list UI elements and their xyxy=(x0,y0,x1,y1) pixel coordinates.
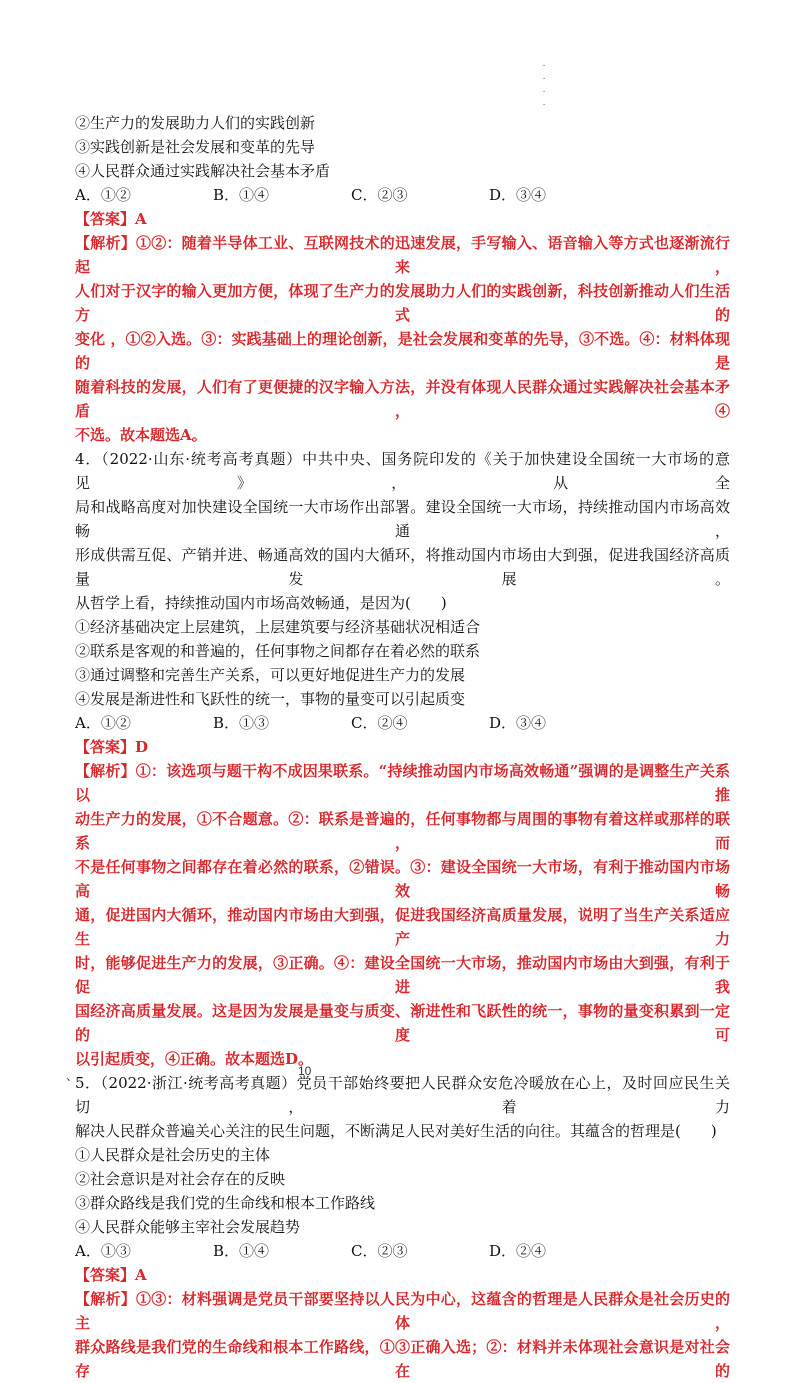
statement: ③实践创新是社会发展和变革的先导 xyxy=(75,138,316,156)
answer: 【答案】A xyxy=(75,1266,147,1284)
analysis-line: 人们对于汉字的输入更加方便，体现了生产力的发展助力人们的实践创新，科技创新推动人们生活方式的 xyxy=(75,282,730,324)
dot: . xyxy=(542,59,546,69)
statement: ③群众路线是我们党的生命线和根本工作路线 xyxy=(75,1194,376,1212)
analysis xyxy=(75,231,730,447)
statement: ②联系是客观的和普遍的，任何事物之间都存在着必然的联系 xyxy=(75,642,481,660)
analysis-line: 【解析】①③：材料强调是党员干部要坚持以人民为中心，这蕴含的哲理是人民群众是社会历史的主体， xyxy=(75,1290,730,1332)
analysis-line: 动生产力的发展，①不合题意。②：联系是普遍的，任何事物都与周围的事物有着这样或那样的联系，而 xyxy=(75,810,730,852)
page-content xyxy=(75,111,730,1383)
option-d: D．②④ xyxy=(489,1242,547,1260)
options-row xyxy=(75,711,730,735)
option-c: C．②③ xyxy=(351,1242,408,1260)
dot: . xyxy=(542,85,546,95)
statement: ④发展是渐进性和飞跃性的统一，事物的量变可以引起质变 xyxy=(75,690,466,708)
analysis-line: 时，能够促进生产力的发展，③正确。④：建设全国统一大市场，推动国内市场由大到强，有利于促进我 xyxy=(75,954,730,996)
statement: ②生产力的发展助力人们的实践创新 xyxy=(75,114,316,132)
analysis-line: 以引起质变，④正确。故本题选D。 xyxy=(75,1050,314,1068)
analysis-line: 变化 ，①②入选。③：实践基础上的理论创新，是社会发展和变革的先导，③不选。④：材料体现的是 xyxy=(75,330,730,372)
analysis-line: 不是任何事物之间都存在着必然的联系，②错误。③：建设全国统一大市场，有利于推动国内市场高效畅 xyxy=(75,858,730,900)
header-dots xyxy=(540,58,548,110)
question-stem: 解决人民群众普遍关心关注的民生问题，不断满足人民对美好生活的向往。其蕴含的哲理是( ) xyxy=(75,1122,717,1140)
analysis-line: 【解析】①②：随着半导体工业、互联网技术的迅速发展，手写输入、语音输入等方式也逐渐流行起来， xyxy=(75,234,730,276)
dot: . xyxy=(542,72,546,82)
option-a: A．①② xyxy=(75,714,131,732)
option-b: B．①④ xyxy=(213,1242,270,1260)
question-stem: 5．（2022·浙江·统考高考真题）党员干部始终要把人民群众安危冷暖放在心上，及时回应民生关切，着力 xyxy=(75,1074,730,1116)
analysis-line: 群众路线是我们党的生命线和根本工作路线，①③正确入选；②：材料并未体现社会意识是对社会存在的 xyxy=(75,1338,730,1380)
option-c: C．②③ xyxy=(351,186,408,204)
statement: ④人民群众通过实践解决社会基本矛盾 xyxy=(75,162,331,180)
options-row xyxy=(75,1239,730,1263)
question-stem: 4．（2022·山东·统考高考真题）中共中央、国务院印发的《关于加快建设全国统一大市场的意见》，从全 xyxy=(75,450,730,492)
analysis-line: 国经济高质量发展。这是因为发展是量变与质变、渐进性和飞跃性的统一，事物的量变积累到一定的度可 xyxy=(75,1002,730,1044)
page-number: 10 xyxy=(298,1064,312,1078)
statement: ②社会意识是对社会存在的反映 xyxy=(75,1170,286,1188)
option-b: B．①③ xyxy=(213,714,270,732)
option-c: C．②④ xyxy=(351,714,408,732)
statement: ①人民群众是社会历史的主体 xyxy=(75,1146,271,1164)
question-4 xyxy=(75,447,730,1071)
option-d: D．③④ xyxy=(489,714,547,732)
analysis-line: 【解析】①：该选项与题干构不成因果联系。“持续推动国内市场高效畅通”强调的是调整生产关系以推 xyxy=(75,762,730,804)
analysis-line: 通，促进国内大循环，推动国内市场由大到强，促进我国经济高质量发展，说明了当生产关系适应生产力 xyxy=(75,906,730,948)
option-a: A．①② xyxy=(75,186,131,204)
footer-mark: 、 xyxy=(66,1069,79,1083)
question-3-tail xyxy=(75,111,730,447)
dot: . xyxy=(542,98,546,108)
question-stem: 形成供需互促、产销并进、畅通高效的国内大循环，将推动国内市场由大到强，促进我国经济高质量发展。 xyxy=(75,546,730,588)
option-d: D．③④ xyxy=(489,186,547,204)
analysis-line: 不选。故本题选A。 xyxy=(75,426,207,444)
question-stem: 局和战略高度对加快建设全国统一大市场作出部署。建设全国统一大市场，持续推动国内市场高效畅通， xyxy=(75,498,730,540)
statement: ③通过调整和完善生产关系，可以更好地促进生产力的发展 xyxy=(75,666,466,684)
analysis xyxy=(75,1287,730,1383)
answer: 【答案】D xyxy=(75,738,149,756)
statement: ①经济基础决定上层建筑，上层建筑要与经济基础状况相适合 xyxy=(75,618,481,636)
option-b: B．①④ xyxy=(213,186,270,204)
question-stem: 从哲学上看，持续推动国内市场高效畅通，是因为( ) xyxy=(75,594,447,612)
analysis xyxy=(75,759,730,1071)
question-5 xyxy=(75,1071,730,1383)
options-row xyxy=(75,183,730,207)
answer: 【答案】A xyxy=(75,210,147,228)
statement: ④人民群众能够主宰社会发展趋势 xyxy=(75,1218,301,1236)
analysis-line: 随着科技的发展，人们有了更便捷的汉字输入方法，并没有体现人民群众通过实践解决社会基本矛盾，④ xyxy=(75,378,730,420)
option-a: A．①③ xyxy=(75,1242,131,1260)
